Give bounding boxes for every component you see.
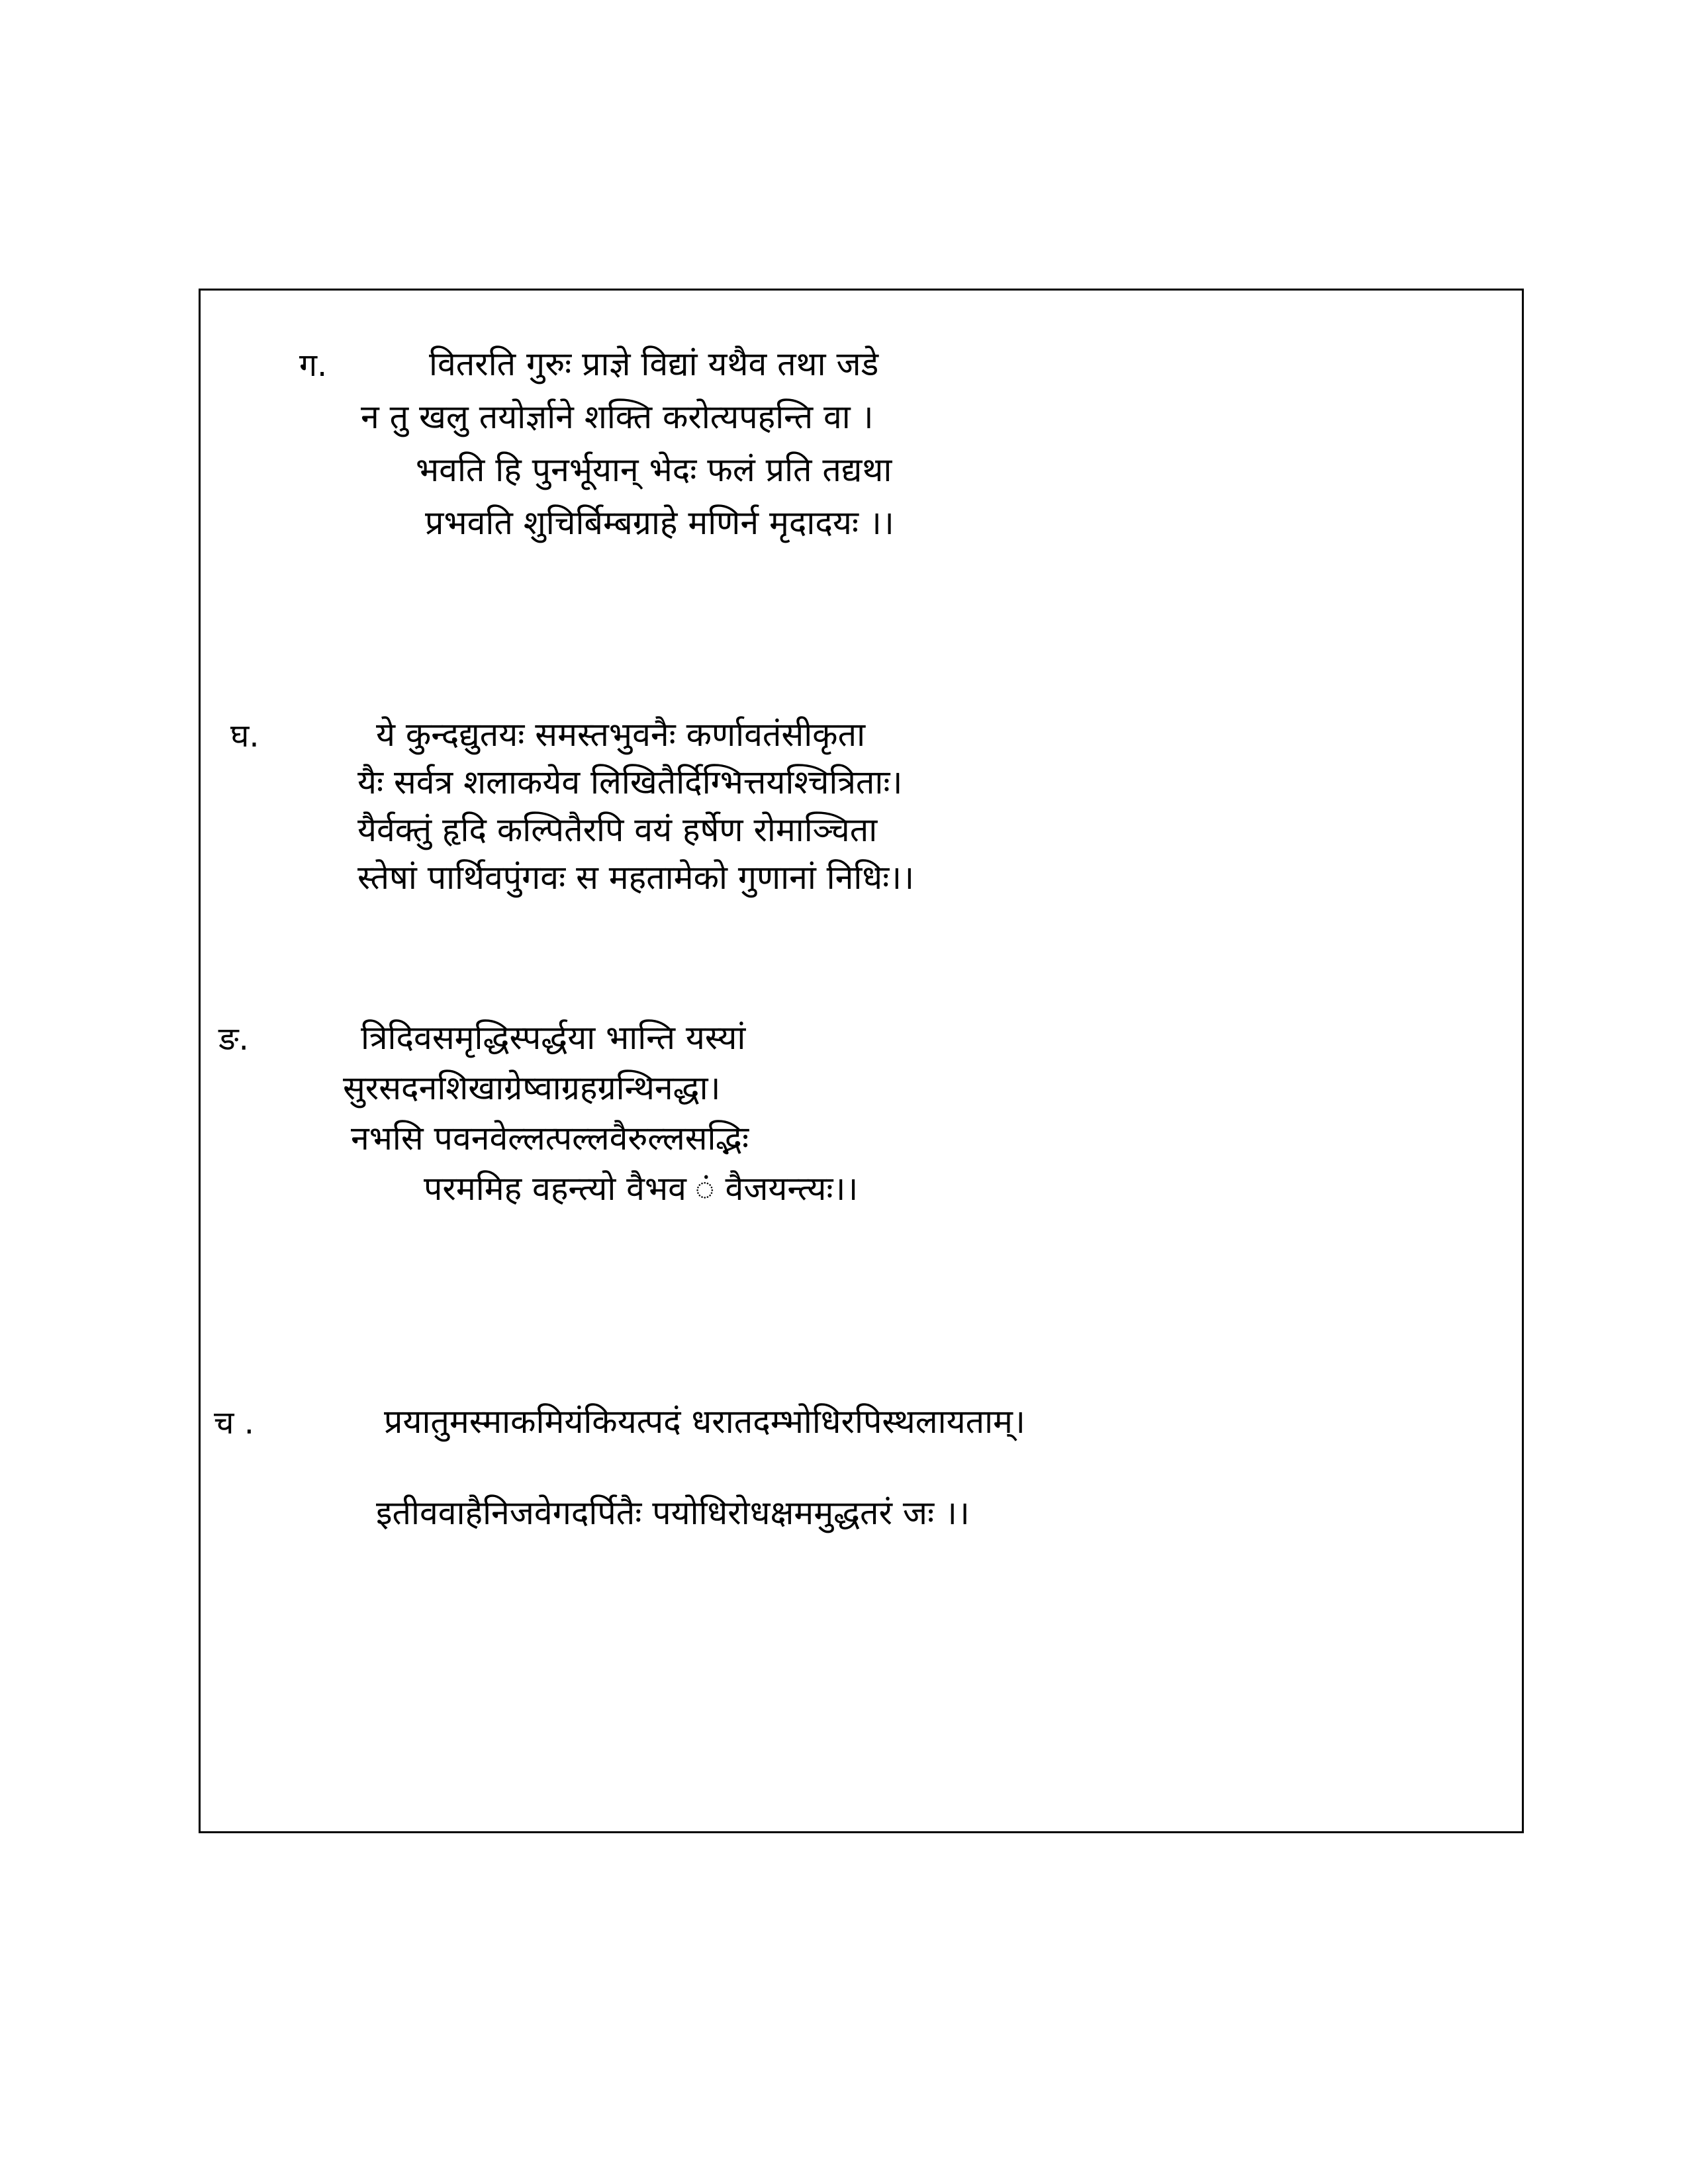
verse-marker-ga: ग. [299, 347, 328, 384]
verse-ga-line-2: न तु खलु तयोर्ज्ञाने शक्ति करोत्यपहन्ति वा । [361, 398, 874, 436]
verse-marker-nga: ङ. [218, 1021, 249, 1058]
verse-gha-line-3: यैर्वक्तुं हृदि कल्पितैरपि वयं हर्षेण रोमाञ्चिता [357, 811, 878, 849]
verse-marker-gha: घ. [230, 717, 259, 754]
verse-ga-line-1: वितरति गुरुः प्राज्ञे विद्यां यथैव तथा जडे [429, 345, 879, 383]
verse-nga-line-1: त्रिदिवसमृद्धिस्पर्द्धया भान्ति यस्यां [361, 1019, 746, 1057]
verse-cha-line-1: प्रयातुमस्माकमियंकियत्पदं धरातदम्भोधिरपिस्थलायताम्। [384, 1402, 1025, 1441]
verse-nga-line-4: परममिह वहन्त्यो वैभव ं वैजयन्त्यः।। [424, 1169, 859, 1208]
verse-nga-line-3: नभसि पवनवेल्लत्पल्लवैरुल्लसद्भिः [351, 1119, 749, 1158]
verse-cha-line-2: इतीववाहैनिजवेगदर्पितैः पयोधिरोधक्षममुद्धतरं जः ।। [376, 1494, 970, 1532]
verse-ga-line-3: भवति हि पुनर्भूयान् भेदः फलं प्रति तद्यथा [416, 451, 892, 489]
verse-gha-line-4: स्तेषां पार्थिवपुंगवः स महतामेको गुणानां निधिः।। [357, 858, 915, 897]
verse-gha-line-2: यैः सर्वत्र शलाकयेव लिखितैर्दिग्भित्तयश्चित्रिताः। [357, 763, 903, 801]
verse-nga-line-2: सुरसदनशिखाग्रेष्वाग्रहग्रन्थिनद्धा। [343, 1069, 721, 1107]
verse-marker-cha: च . [214, 1404, 254, 1441]
verse-gha-line-1: ये कुन्दद्युतयः समस्तभुवनैः कर्णावतंसीकृता [376, 715, 866, 754]
verse-ga-line-4: प्रभवति शुचिर्बिम्बग्राहे मणिर्न मृदादयः ।। [425, 504, 894, 542]
